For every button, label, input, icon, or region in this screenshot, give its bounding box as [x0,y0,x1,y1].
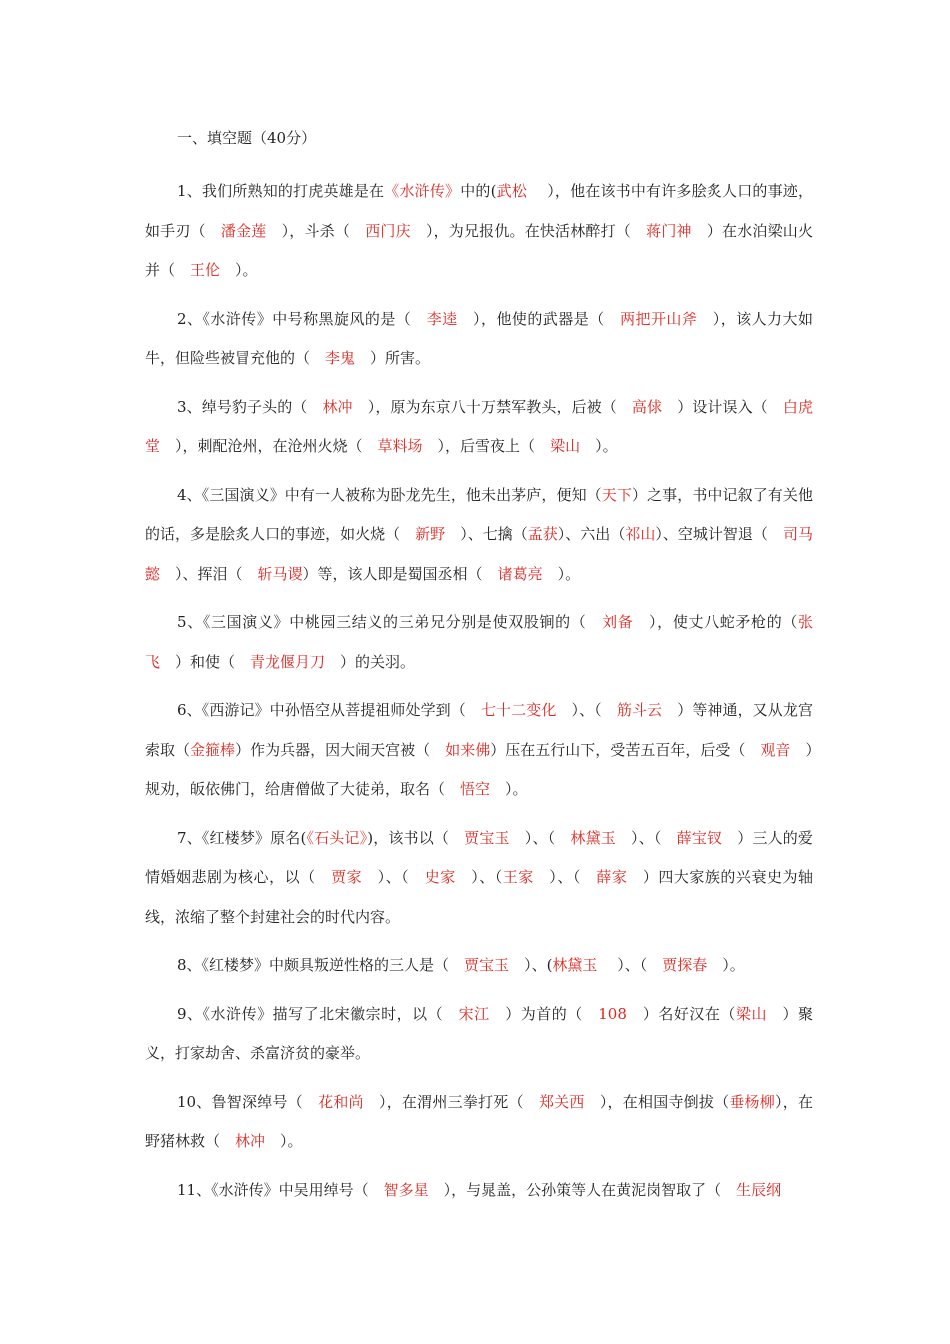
question-text: 4、《三国演义》中有一人被称为卧龙先生，他未出茅庐，便知（ [177,485,602,504]
answer-text: 智多星 [383,1180,429,1199]
question-text: 中的( [460,182,497,200]
question-text: 1、我们所熟知的打虎英雄是在 [177,182,385,200]
answer-text: 金箍棒 [190,740,236,759]
question-item [145,691,813,810]
question-text: 6、《西游记》中孙悟空从菩提祖师处学到（ [177,701,481,719]
question-text: 3、绰号豹子头的（ [177,397,323,416]
answer-text: 王伦 [190,261,221,279]
answer-text: 史家 [424,868,456,886]
question-text: ）聚义，打家劫舍、杀富济贫的豪举。 [145,1004,813,1062]
question-text: ），刺配沧州，在沧州火烧（ [160,437,378,455]
answer-text: 高俅 [631,397,663,416]
question-text: ）在水泊梁山火并（ [145,221,813,279]
question-text: ）设计误入（ [662,397,783,416]
question-text: ），在相国寺倒拔（ [584,1092,730,1111]
question-text: ）所害。 [355,349,431,367]
question-item [145,300,813,379]
question-text: 2、《水浒传》中号称黑旋风的是（ [177,309,427,328]
question-text: ）。 [265,1132,303,1150]
question-text: ）、（ [533,868,597,886]
answer-text: 筋斗云 [616,701,663,719]
question-text: ）规劝，皈依佛门，给唐僧做了大徒弟，取名（ [145,740,813,798]
question-text: ）、（ [362,868,425,886]
answer-text: 贾家 [331,868,363,886]
question-text: ），他在该书中有许多脍炙人口的事迹，如手刃（ [145,182,813,240]
question-text: ），斗杀（ [266,221,366,240]
question-text: ）、（ [455,868,503,886]
question-text: ），使丈八蛇矛枪的（ [633,613,798,631]
question-text: 9、《水浒传》描写了北宋徽宗时，以（ [177,1004,459,1023]
question-item [145,603,813,682]
question-item [145,1171,813,1211]
answer-text: 郑关西 [538,1092,585,1111]
answer-text: 薛家 [596,868,628,886]
question-text: ），在渭州三拳打死（ [363,1092,539,1111]
question-text: ）。 [580,437,618,455]
answer-text: 贾探春 [662,956,708,974]
answer-text: 薛宝钗 [676,828,723,847]
question-text: ）等，该人即是蜀国丞相（ [302,564,498,583]
question-text: ），原为东京八十万禁军教头，后被（ [352,397,632,416]
answer-text: 林冲 [235,1132,266,1150]
answer-text: 武松 [496,182,528,200]
answer-text: 林黛玉 [570,828,616,847]
answer-text: 宋江 [458,1004,490,1023]
question-text: ）、（ [615,828,677,847]
question-text: 8、《红楼梦》中颇具叛逆性格的三人是（ [177,956,465,974]
question-list [145,172,813,1210]
answer-text: 天下 [601,485,632,504]
question-text: ）压在五行山下，受苦五百年，后受（ [490,740,761,759]
question-text: ）、（ [556,701,617,719]
answer-text: 花和尚 [318,1092,364,1111]
answer-text: 白虎堂 [145,397,813,455]
question-text: ），后雪夜上（ [422,437,551,455]
question-text: )，该书以（ [367,828,465,847]
answer-text: 梁山 [550,437,581,455]
question-text: ），与晁盖，公孙策等人在黄泥岗智取了（ [428,1180,737,1199]
answer-text: 新野 [415,525,446,543]
question-text: ）。 [490,780,528,798]
question-text: ）、挥泪（ [160,564,258,583]
question-text: 11、《水浒传》中吴用绰号（ [177,1180,384,1199]
answer-text: 两把开山斧 [620,309,698,328]
question-text: 7、《红楼梦》原名( [177,828,307,847]
answer-text: 七十二变化 [480,701,557,719]
answer-text: 张飞 [145,613,813,671]
answer-text: 垂杨柳 [729,1092,775,1111]
answer-text: 孟获 [527,525,558,543]
answer-text: 李逵 [426,309,458,328]
question-text: ）、空城计智退（ [655,525,783,543]
question-text: ）作为兵器，因大闹天宫被（ [235,740,446,759]
answer-text: 《水浒传》 [384,182,461,200]
question-text: 10、鲁智深绰号（ [177,1092,319,1111]
answer-text: 梁山 [735,1004,767,1023]
answer-text: 祁山 [625,525,656,543]
question-text: ）四大家族的兴衰史为轴线，浓缩了整个封建社会的时代内容。 [145,868,813,926]
answer-text: 草料场 [377,437,423,455]
question-text: ）、（ [597,956,663,974]
answer-text: 李鬼 [325,349,356,367]
answer-text: 贾宝玉 [464,828,510,847]
answer-text: 贾宝玉 [464,956,510,974]
section-heading: 一、填空题（40分） [177,129,317,147]
question-item [145,172,813,291]
question-text: ），该人力大如牛，但险些被冒充他的（ [145,309,813,367]
question-text: ）三人的爱情婚姻悲剧为核心，以（ [145,828,813,886]
answer-text: 《石头记》 [306,828,368,847]
question-text: ），为兄报仇。在快活林醉打（ [410,221,647,240]
answer-text: 刘备 [602,613,634,631]
question-text: ）为首的（ [489,1004,599,1023]
question-text: ）名好汉在（ [626,1004,736,1023]
answer-text: 108 [598,1004,627,1023]
answer-text: 潘金莲 [220,221,267,240]
answer-text: 林冲 [322,397,353,416]
question-item [145,946,813,986]
answer-text: 诸葛亮 [497,564,543,583]
question-text: ）。 [707,956,745,974]
question-text: ）、六出（ [557,525,626,543]
question-item [145,476,813,595]
question-text: 5、《三国演义》中桃园三结义的三弟兄分别是使双股锏的（ [177,613,603,631]
answer-text: 青龙偃月刀 [250,652,326,671]
answer-text: 生辰纲 [736,1180,782,1199]
question-text: ），在野猪林救（ [145,1092,813,1150]
answer-text: 如来佛 [445,740,491,759]
question-text: ）之事，书中记叙了有关他的话，多是脍炙人口的事迹，如火烧（ [145,485,813,543]
answer-text: 西门庆 [365,221,411,240]
question-text: ）和使（ [160,652,251,671]
document-content [145,120,813,1219]
question-text: ）、（ [509,828,571,847]
question-text: ），他使的武器是（ [457,309,621,328]
question-item [145,819,813,938]
question-text: ）的关羽。 [325,652,416,671]
answer-text: 蒋门神 [646,221,692,240]
answer-text: 悟空 [460,780,491,798]
question-text: ）等神通，又从龙宫索取（ [145,701,813,759]
question-text: ）。 [220,261,258,279]
answer-text: 斩马谡 [257,564,303,583]
question-item [145,388,813,467]
answer-text: 林黛玉 [552,956,598,974]
question-item [145,995,813,1074]
answer-text: 王家 [502,868,534,886]
question-text: ）、七擒（ [445,525,528,543]
answer-text: 观音 [760,740,791,759]
question-text: ）、( [509,956,553,974]
answer-text: 司马懿 [145,525,813,583]
question-item [145,1083,813,1162]
question-text: ）。 [542,564,581,583]
